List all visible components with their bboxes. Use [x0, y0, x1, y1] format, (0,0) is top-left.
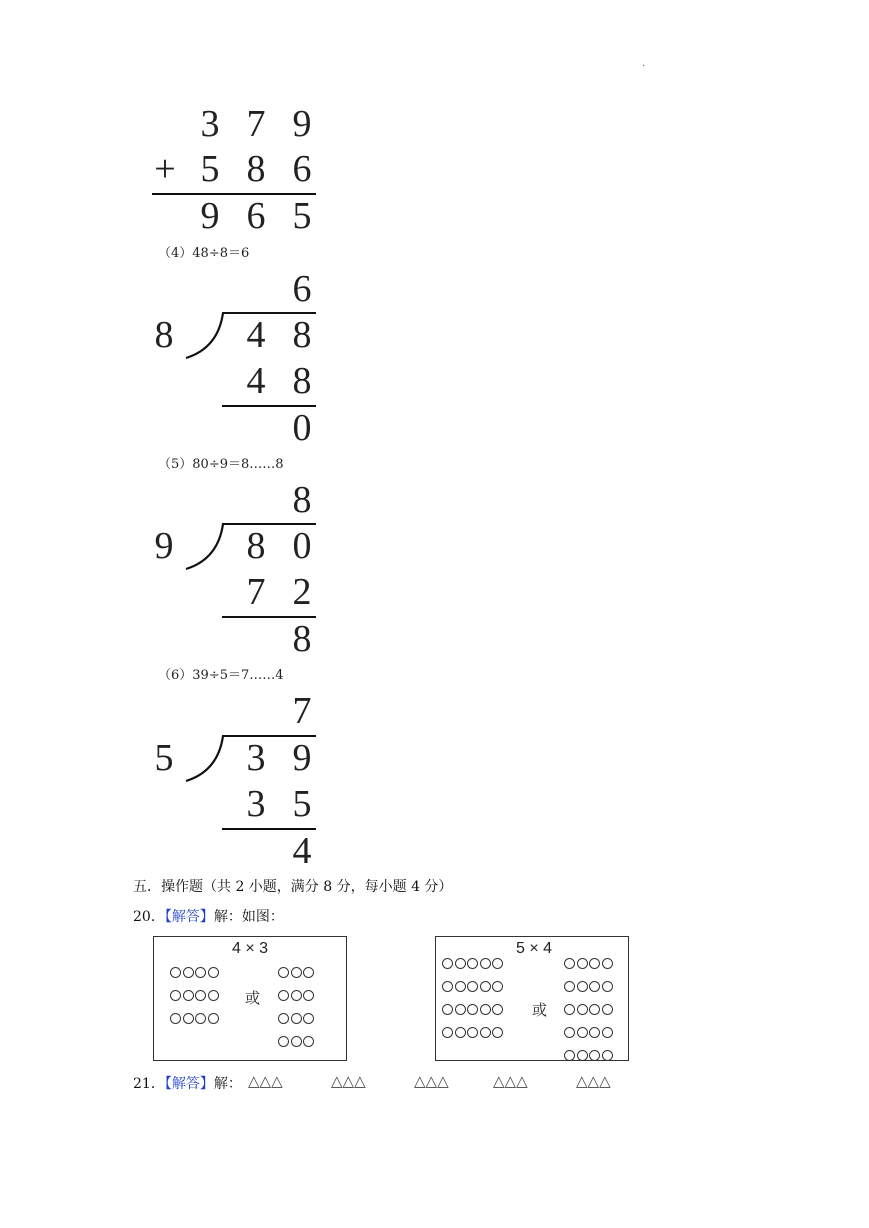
box-title: 5 × 4	[515, 940, 553, 957]
quotient-digit: 7	[292, 690, 312, 732]
add-digit: 8	[246, 148, 266, 190]
circle-icon	[467, 981, 478, 992]
remainder-digit: 0	[292, 407, 312, 449]
triangle-group: △△△	[493, 1072, 528, 1090]
circle-icon	[183, 1013, 194, 1024]
circle-icon	[602, 958, 613, 969]
circle-icon	[170, 990, 181, 1001]
product-digit: 5	[292, 783, 312, 825]
circle-icon	[480, 1027, 491, 1038]
dividend-digit: 8	[246, 525, 266, 567]
answer-text: 解：如图：	[213, 909, 284, 925]
dividend-digit: 9	[292, 737, 312, 779]
circle-icon	[291, 967, 302, 978]
circle-row	[564, 975, 614, 998]
circle-icon	[455, 1027, 466, 1038]
circle-icon	[442, 1004, 453, 1015]
circle-icon	[278, 1036, 289, 1047]
circle-icon	[208, 1013, 219, 1024]
circle-row	[442, 952, 505, 975]
circle-icon	[195, 1013, 206, 1024]
circle-icon	[455, 1004, 466, 1015]
circle-icon	[577, 1004, 588, 1015]
circle-icon	[455, 981, 466, 992]
product-digit: 8	[292, 360, 312, 402]
sum-digit: 9	[200, 195, 220, 237]
question-number: 21．	[133, 1076, 165, 1092]
circle-icon	[303, 990, 314, 1001]
circle-icon	[577, 981, 588, 992]
circle-icon	[467, 1004, 478, 1015]
circle-icon	[183, 990, 194, 1001]
circle-icon	[589, 1050, 600, 1061]
answer-tag: 【解答】	[164, 909, 214, 925]
question-number: 20．	[133, 909, 165, 925]
circle-icon	[442, 1027, 453, 1038]
circle-icon	[602, 981, 613, 992]
left-array	[442, 952, 505, 1044]
circle-icon	[480, 958, 491, 969]
circle-icon	[577, 1050, 588, 1061]
divisor: 8	[154, 314, 174, 356]
circle-icon	[589, 1004, 600, 1015]
quotient-digit: 8	[292, 479, 312, 521]
remainder-digit: 8	[292, 618, 312, 660]
circle-icon	[564, 981, 575, 992]
right-array	[278, 961, 316, 1053]
circle-row	[564, 1021, 614, 1044]
right-array	[564, 952, 614, 1067]
circle-icon	[170, 967, 181, 978]
circle-row	[442, 975, 505, 998]
circle-icon	[195, 967, 206, 978]
product-digit: 7	[246, 571, 266, 613]
circle-icon	[208, 967, 219, 978]
product-digit: 2	[292, 571, 312, 613]
circle-row	[170, 961, 220, 984]
circle-icon	[492, 958, 503, 969]
add-digit: 3	[200, 103, 220, 145]
circle-icon	[303, 967, 314, 978]
circle-icon	[480, 981, 491, 992]
circle-icon	[577, 958, 588, 969]
circle-row	[278, 1030, 316, 1053]
box-title: 4 × 3	[231, 940, 269, 957]
problem-label: （6）39÷5＝7……4	[158, 668, 284, 683]
problem-label: （5）80÷9＝8……8	[158, 457, 284, 472]
circle-icon	[564, 1050, 575, 1061]
triangle-group: △△△	[248, 1072, 283, 1090]
circle-icon	[208, 990, 219, 1001]
circle-icon	[589, 1027, 600, 1038]
division-bracket	[180, 733, 230, 785]
section-heading: 五．操作题（共 2 小题，满分 8 分，每小题 4 分）	[133, 879, 453, 895]
circle-icon	[195, 990, 206, 1001]
dividend-digit: 4	[246, 314, 266, 356]
circle-icon	[467, 958, 478, 969]
circle-icon	[291, 1036, 302, 1047]
answer-tag: 【解答】	[164, 1076, 214, 1092]
answer-text: 解：	[213, 1076, 242, 1092]
sum-digit: 6	[246, 195, 266, 237]
triangle-group: △△△	[576, 1072, 611, 1090]
circle-icon	[303, 1036, 314, 1047]
quotient-digit: 6	[292, 268, 312, 310]
or-label: 或	[245, 989, 261, 1007]
sum-digit: 5	[292, 195, 312, 237]
divisor: 5	[154, 737, 174, 779]
circle-icon	[564, 958, 575, 969]
add-digit: 5	[200, 148, 220, 190]
circle-icon	[492, 1004, 503, 1015]
circle-icon	[278, 967, 289, 978]
circle-icon	[602, 1050, 613, 1061]
question-20-line	[133, 906, 284, 926]
problem-label: （4）48÷8＝6	[158, 246, 250, 261]
plus-sign: +	[154, 148, 176, 190]
dividend-digit: 0	[292, 525, 312, 567]
circle-icon	[442, 958, 453, 969]
circle-icon	[577, 1027, 588, 1038]
circle-row	[170, 984, 220, 1007]
circle-icon	[278, 990, 289, 1001]
circle-icon	[170, 1013, 181, 1024]
add-digit: 6	[292, 148, 312, 190]
page-marker: .	[642, 58, 646, 69]
left-array	[170, 961, 220, 1030]
circle-icon	[480, 1004, 491, 1015]
circle-row	[278, 961, 316, 984]
question-21-line	[133, 1073, 242, 1093]
circle-icon	[589, 958, 600, 969]
product-digit: 3	[246, 783, 266, 825]
circle-icon	[442, 981, 453, 992]
circle-icon	[303, 1013, 314, 1024]
circle-icon	[291, 1013, 302, 1024]
add-digit: 9	[292, 103, 312, 145]
sum-line	[152, 193, 316, 195]
remainder-digit: 4	[292, 830, 312, 872]
circle-icon	[492, 1027, 503, 1038]
circle-icon	[455, 958, 466, 969]
circle-icon	[278, 1013, 289, 1024]
circle-row	[564, 998, 614, 1021]
or-label: 或	[532, 1001, 548, 1019]
triangle-group: △△△	[414, 1072, 449, 1090]
dividend-digit: 8	[292, 314, 312, 356]
circle-row	[278, 984, 316, 1007]
product-digit: 4	[246, 360, 266, 402]
circle-row	[442, 998, 505, 1021]
circle-row	[278, 1007, 316, 1030]
circle-icon	[589, 981, 600, 992]
circle-icon	[183, 967, 194, 978]
circle-icon	[467, 1027, 478, 1038]
circle-row	[442, 1021, 505, 1044]
circle-row	[564, 952, 614, 975]
division-bracket	[180, 521, 230, 573]
circle-icon	[291, 990, 302, 1001]
array-box-5x4	[435, 936, 629, 1061]
circle-icon	[492, 981, 503, 992]
division-bracket	[180, 310, 230, 362]
dividend-digit: 3	[246, 737, 266, 779]
divisor: 9	[154, 525, 174, 567]
triangle-group: △△△	[331, 1072, 366, 1090]
circle-icon	[602, 1004, 613, 1015]
circle-row	[170, 1007, 220, 1030]
circle-icon	[564, 1027, 575, 1038]
circle-icon	[564, 1004, 575, 1015]
circle-row	[564, 1044, 614, 1067]
circle-icon	[602, 1027, 613, 1038]
add-digit: 7	[246, 103, 266, 145]
array-box-4x3	[153, 936, 347, 1061]
